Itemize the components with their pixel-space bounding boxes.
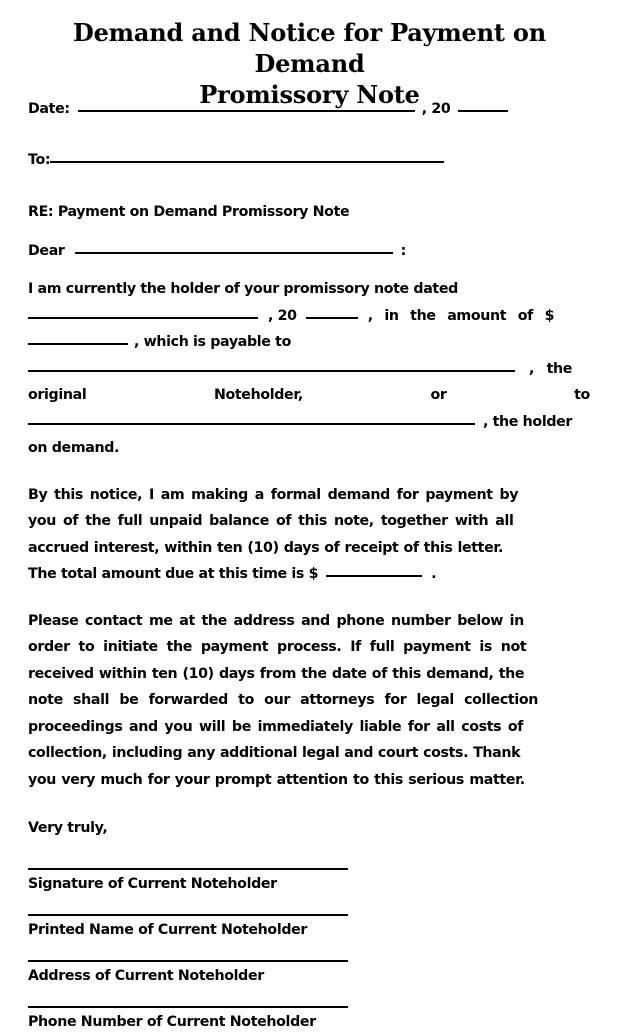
date-label: Date: [28, 101, 70, 117]
paragraph-1-line-6 [28, 409, 590, 436]
spacer [28, 123, 590, 147]
note-date-year-prefix: , 20 [268, 307, 297, 324]
paragraph-1-line-6-tail: , the holder [483, 413, 573, 430]
payable-to-text: , which is payable to [134, 334, 291, 350]
paragraph-3-line-3: received within ten (10) days from the date of this demand, the [28, 665, 525, 682]
page-title [0, 0, 619, 110]
paragraph-holder-statement [28, 276, 590, 462]
dear-label: Dear [28, 242, 65, 259]
printed-name-line-caption: Printed Name of Current Noteholder [28, 921, 308, 938]
paragraph-1-line-2 [28, 303, 590, 330]
phone-number-line-caption: Phone Number of Current Noteholder [28, 1013, 316, 1030]
page-title-line-2: Promissory Note [199, 80, 420, 109]
paragraph-1-line-5-word-2: Noteholder, [213, 387, 303, 403]
paragraph-2-period: . [431, 566, 437, 582]
paragraph-2-line-2: you of the full unpaid balance of this note, together with all [28, 513, 514, 529]
spacer [28, 462, 590, 482]
to-blank-field[interactable] [50, 148, 444, 163]
paragraph-1-line-4 [28, 356, 590, 383]
date-year-prefix: , 20 [421, 101, 451, 117]
paragraph-1-line-3 [28, 329, 590, 356]
address-line-caption: Address of Current Noteholder [28, 967, 264, 984]
paragraph-3-line-6: collection, including any additional legal and court costs. Thank [28, 745, 521, 761]
paragraph-2-line-1: By this notice, I am making a formal demand for payment by [28, 486, 519, 503]
signature-entry-signature [28, 868, 590, 895]
paragraph-1-line-5-word-4: to [574, 387, 590, 403]
note-amount-prefix: , in the amount of $ [367, 307, 555, 324]
signature-block [28, 868, 590, 1033]
re-row [28, 199, 590, 226]
document-body [28, 96, 590, 1033]
signature-entry-printed-name [28, 914, 590, 941]
total-amount-blank-field[interactable] [326, 562, 422, 577]
dear-colon: : [400, 242, 406, 259]
spacer [28, 842, 590, 868]
note-date-year-blank-field[interactable] [306, 304, 358, 319]
closing-salutation: Very truly, [28, 820, 108, 836]
date-year-blank-field[interactable] [458, 97, 508, 112]
paragraph-3-line-4: note shall be forwarded to our attorneys for legal collection [28, 692, 538, 708]
paragraph-contact-instructions [28, 608, 590, 794]
paragraph-2-line-3: accrued interest, within ten (10) days of receipt of this letter. [28, 539, 504, 556]
dear-blank-field[interactable] [75, 239, 393, 254]
re-line-text: RE: Payment on Demand Promissory Note [28, 204, 350, 220]
spacer [28, 588, 590, 608]
spacer [28, 793, 590, 815]
date-row [28, 96, 590, 123]
paragraph-formal-demand [28, 482, 590, 588]
to-label: To: [28, 151, 51, 168]
dear-row [28, 238, 590, 265]
paragraph-1-line-7: on demand. [28, 440, 120, 456]
signature-entry-phone [28, 1006, 590, 1033]
paragraph-1-line-4-tail: , the [529, 360, 573, 377]
note-date-blank-field[interactable] [28, 304, 258, 319]
spacer [28, 226, 590, 238]
paragraph-1-line-5-word-1: original [28, 387, 87, 403]
spacer [28, 173, 590, 199]
paragraph-1-line-1: I am currently the holder of your promissory note dated [28, 281, 458, 297]
signature-line-caption: Signature of Current Noteholder [28, 875, 277, 892]
closing-salutation-row [28, 815, 590, 842]
total-amount-due-text: The total amount due at this time is $ [28, 566, 319, 582]
paragraph-3-line-1: Please contact me at the address and phone number below in [28, 612, 524, 629]
paragraph-3-line-7: you very much for your prompt attention to this serious matter. [28, 771, 525, 788]
signature-entry-address [28, 960, 590, 987]
paragraph-2-line-4 [28, 561, 590, 588]
spacer [28, 264, 590, 276]
current-holder-blank-field[interactable] [28, 410, 475, 425]
page-title-line-1: Demand and Notice for Payment on Demand [73, 18, 546, 78]
paragraph-1-line-5 [28, 382, 590, 409]
original-noteholder-blank-field[interactable] [28, 357, 515, 372]
paragraph-3-line-5: proceedings and you will be immediately liable for all costs of [28, 718, 524, 735]
paragraph-3-line-2: order to initiate the payment process. If full payment is not [28, 639, 527, 655]
date-blank-field[interactable] [78, 97, 415, 112]
paragraph-1-line-5-word-3: or [430, 387, 447, 403]
to-row [28, 147, 590, 174]
note-amount-blank-field[interactable] [28, 330, 128, 345]
